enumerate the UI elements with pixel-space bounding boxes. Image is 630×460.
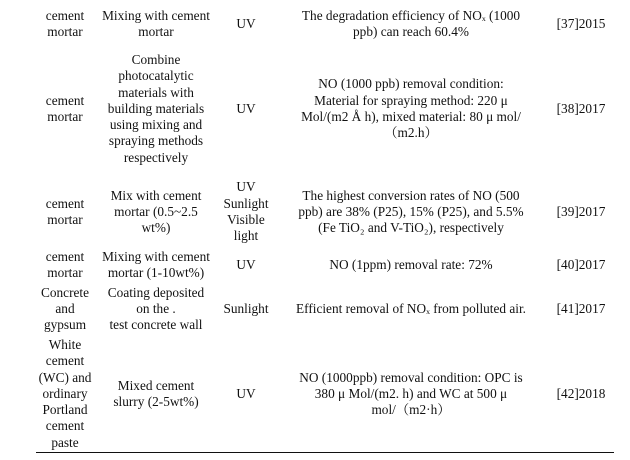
result-cell: NO (1000 ppb) removal condition: Material for spraying method: 220 μ Mol/(m2 Å h), mixed material: 80 μ mol/ （m2.h） xyxy=(301,76,521,141)
table-row xyxy=(36,336,614,452)
reference-cell: [40]2017 xyxy=(556,256,606,272)
result-cell: Efficient removal of NOₓ from polluted air. xyxy=(296,300,526,316)
substrate-cell: cement mortar xyxy=(45,248,85,280)
light-source-cell: UV xyxy=(236,15,256,31)
reference-cell: [37]2015 xyxy=(556,15,606,31)
method-cell: Mixing with cement mortar (1-10wt%) xyxy=(102,248,210,280)
substrate-cell: White cement (WC) and ordinary Portland cement paste xyxy=(38,336,92,450)
table-row xyxy=(36,42,614,176)
light-source-cell: UV Sunlight Visible light xyxy=(223,179,269,244)
table-row xyxy=(36,176,614,248)
method-cell: Combine photocatalytic materials with building materials using mixing and spraying methods respectively xyxy=(107,51,205,165)
light-source-cell: Sunlight xyxy=(223,300,269,316)
table-row xyxy=(36,6,614,42)
reference-cell: [41]2017 xyxy=(556,300,606,316)
light-source-cell: UV xyxy=(236,100,256,116)
reference-cell: [38]2017 xyxy=(556,100,606,116)
method-cell: Mix with cement mortar (0.5~2.5 wt%) xyxy=(110,187,202,236)
literature-table xyxy=(36,6,614,452)
result-cell: NO (1000ppb) removal condition: OPC is 380 μ Mol/(m2. h) and WC at 500 μ mol/（m2·h） xyxy=(299,369,523,418)
reference-cell: [42]2018 xyxy=(556,385,606,401)
result-cell: The degradation efficiency of NOₓ (1000 ppb) can reach 60.4% xyxy=(301,7,521,39)
substrate-cell: cement mortar xyxy=(45,195,85,227)
method-cell: Coating deposited on the . test concrete wall xyxy=(107,284,205,333)
substrate-cell: cement mortar xyxy=(45,92,85,124)
method-cell: Mixed cement slurry (2-5wt%) xyxy=(113,377,199,409)
result-cell: NO (1ppm) removal rate: 72% xyxy=(329,256,493,272)
substrate-cell: cement mortar xyxy=(45,7,85,39)
reference-cell: [39]2017 xyxy=(556,203,606,219)
substrate-cell: Concrete and gypsum xyxy=(41,284,89,333)
light-source-cell: UV xyxy=(236,385,256,401)
result-cell: The highest conversion rates of NO (500 ppb) are 38% (P25), 15% (P25), and 5.5% (Fe TiO₂ and V-TiO₂), respectively xyxy=(298,187,524,236)
light-source-cell: UV xyxy=(236,256,256,272)
table-row xyxy=(36,248,614,282)
table-row xyxy=(36,282,614,336)
method-cell: Mixing with cement mortar xyxy=(102,7,210,39)
table-bottom-rule xyxy=(36,452,614,453)
